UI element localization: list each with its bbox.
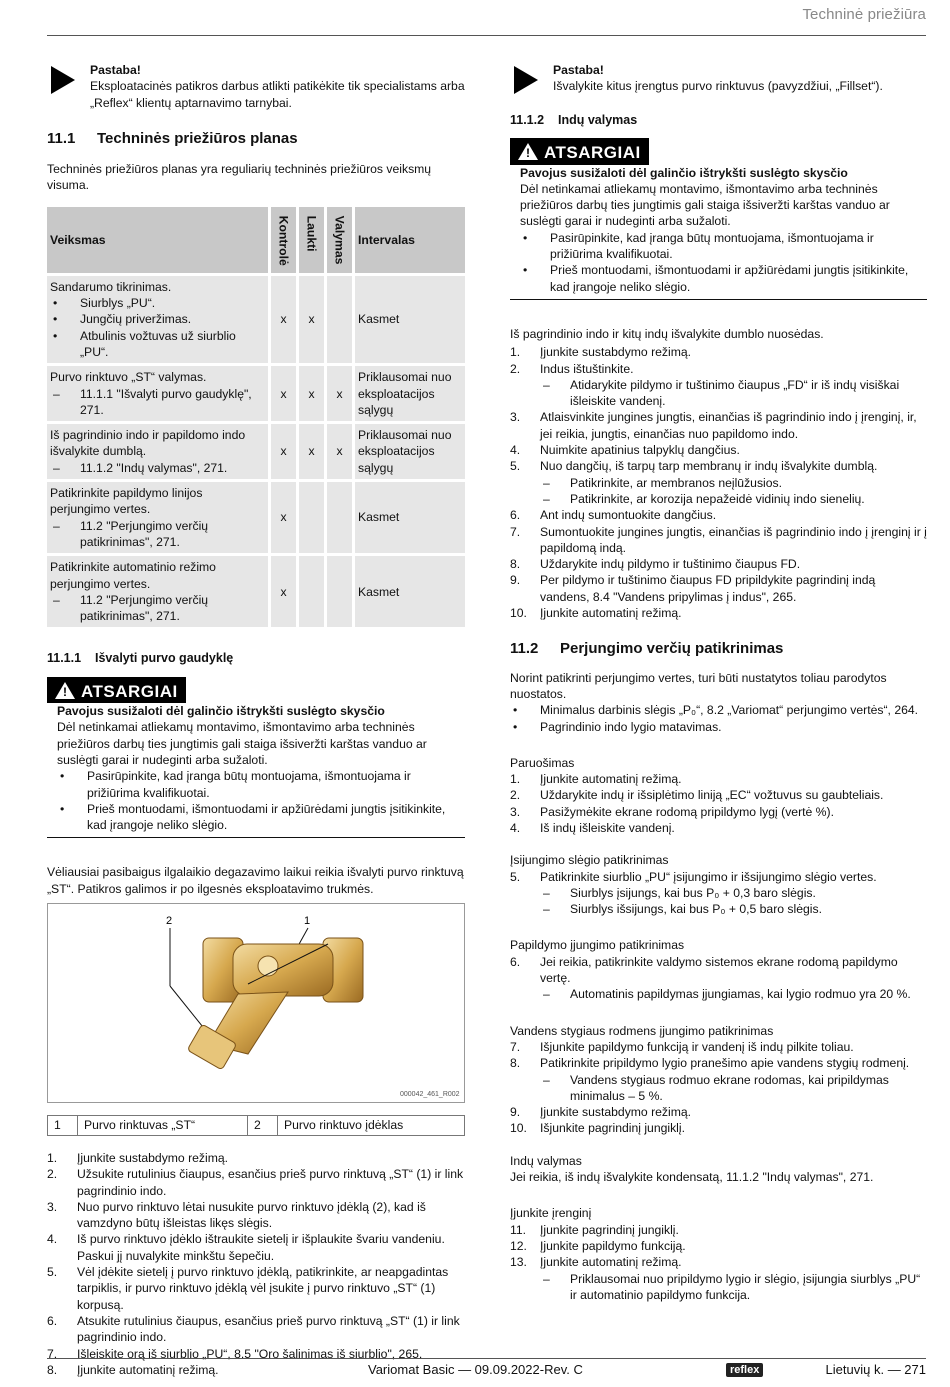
note-text: Išvalykite kitus įrengtus purvo rinktuvus (pavyzdžiui, „Fillset“). [553, 79, 883, 94]
list-item: 4. Iš indų išleiskite vandenį. [510, 820, 675, 835]
figure-code: 000042_461_R002 [400, 1090, 460, 1098]
footer-doc-id: Variomat Basic — 09.09.2022-Rev. C [368, 1362, 583, 1377]
list-item: 8. Įjunkite automatinį režimą. [47, 1362, 219, 1377]
list-item: 6. Jei reikia, patikrinkite valdymo sistemos ekrane rodomą papildymo vertę. – Automatinis papildymas įjungiamas, kai lygio rodmuo yra 20 %. [510, 954, 927, 1003]
list-item: 7. Išjunkite papildymo funkciją ir vandenį iš indų pilkite toliau. [510, 1039, 854, 1054]
level-steps [510, 1039, 927, 1137]
th-wait: Laukti [299, 207, 327, 273]
action-cell: Sandarumo tikrinimas. • Siurblys „PU“. • Jungčių priveržimas. • Atbulinis vožtuvas už siurblio „PU“. [47, 276, 271, 363]
warning-bullet: • Pasirūpinkite, kad įranga būtų montuojama, išmontuojama ir prižiūrima kvalifikuotai. [57, 768, 465, 801]
legend-num: 2 [248, 1115, 278, 1135]
sub-item: – Siurblys išsijungs, kai bus P₀ + 0,5 baro slėgis. [540, 901, 927, 917]
interval-cell: Priklausomai nuo eksploatacijos sąlygų [355, 366, 465, 421]
action-cell: Patikrinkite papildymo linijos perjungimo vertes. – 11.2 "Perjungimo verčių patikrinimas", 271. [47, 482, 271, 553]
list-item: 1. Įjunkite sustabdymo režimą. [510, 345, 692, 360]
list-item: 9. Įjunkite sustabdymo režimą. [510, 1105, 692, 1120]
list-item: 10. Įjunkite automatinį režimą. [510, 606, 682, 621]
check-cell: x [271, 276, 299, 363]
warning-icon [55, 682, 75, 699]
vessel-text: Jei reikia, iš indų išvalykite kondensatą, 11.1.2 "Indų valymas", 271. [510, 1170, 874, 1185]
sub-item: – Priklausomai nuo pripildymo lygio ir slėgio, įsijungia siurblys „PU“ ir automatinio papildymo funkcija. [540, 1271, 927, 1304]
check-cell: x [299, 276, 327, 363]
list-item: 2. Užsukite rutulinius čiaupus, esančius prieš purvo rinktuvą „ST“ (1) ir link pagrindinio indo. [47, 1167, 464, 1198]
legend-num: 1 [48, 1115, 78, 1135]
list-item: 12. Įjunkite papildymo funkciją. [510, 1238, 686, 1253]
check-cell: x [327, 366, 355, 421]
check-cell: x [327, 424, 355, 479]
warning-title: Pavojus susižaloti dėl galinčio ištrykšti suslėgto skysčio [57, 704, 385, 719]
interval-cell: Kasmet [355, 276, 465, 363]
warning-body [47, 703, 465, 838]
list-item: 6. Ant indų sumontuokite dangčius. [510, 508, 717, 523]
running-header: Techninė priežiūra [802, 6, 926, 23]
callout-1: 1 [304, 914, 311, 927]
maintenance-table [47, 204, 465, 631]
strainer-figure [47, 903, 465, 1103]
section-heading: 11.1 Techninės priežiūros planas [47, 129, 298, 147]
sub-item: – Siurblys įsijungs, kai bus P₀ + 0,3 baro slėgis. [540, 885, 927, 901]
list-item: 9. Per pildymo ir tuštinimo čiaupus FD pripildykite pagrindinį indą vandens, 8.4 "Vandens pripylimas į indus", 265. [510, 573, 876, 604]
clean-intro: Iš pagrindinio indo ir kitų indų išvalykite dumblo nuosėdas. [510, 326, 824, 341]
warning-badge: !ATSARGIAI [510, 138, 649, 164]
warning-icon [518, 143, 538, 160]
list-item: 7. Sumontuokite jungines jungtis, einančias iš pagrindinio indo į įrenginį ir į papildomą indą. [510, 524, 927, 555]
setting-bullet: • Minimalus darbinis slėgis „P₀“, 8.2 „Variomat“ perjungimo vertės“, 264. [510, 702, 927, 718]
warning-bullet: • Pasirūpinkite, kad įranga būtų montuojama, išmontuojama ir prižiūrima kvalifikuotai. [520, 230, 927, 263]
check-cell [299, 482, 327, 553]
list-item: 13. Įjunkite automatinį režimą. – Priklausomai nuo pripildymo lygio ir slėgio, įsijungia siurblys „PU“ ir automatinio papildymo funkcija. [510, 1254, 927, 1303]
interval-cell: Priklausomai nuo eksploatacijos sąlygų [355, 424, 465, 479]
action-cell: Purvo rinktuvo „ST“ valymas. – 11.1.1 "Išvalyti purvo gaudyklę", 271. [47, 366, 271, 421]
interval-cell: Kasmet [355, 556, 465, 627]
list-item: 5. Nuo dangčių, iš tarpų tarp membranų ir indų išvalykite dumblą. – Patikrinkite, ar membranos neįlūžusios. – Patikrinkite, ar korozija nepažeidė vidinių indo sienelių. [510, 458, 927, 507]
check-cell [327, 276, 355, 363]
list-item: 2. Indus ištuštinkite. – Atidarykite pildymo ir tuštinimo čiaupus „FD“ ir iš indų visiškai išleiskite vandenį. [510, 361, 927, 410]
list-item: 4. Nuimkite apatinius talpyklų dangčius. [510, 443, 740, 458]
start-steps [510, 1222, 927, 1303]
th-clean: Valymas [327, 207, 355, 273]
cleaning-para: Vėliausiai pasibaigus ilgalaikio degazavimo laikui reikia išvalyti purvo rinktuvą „ST“. Patikros galimos ir po ilgesnės eksploatavimo trukmės. [47, 865, 464, 896]
check-cell: x [271, 424, 299, 479]
table-row [47, 556, 465, 627]
note-box [47, 62, 465, 111]
right-column [510, 62, 927, 1303]
section-intro: Techninės priežiūros planas yra reguliarių techninės priežiūros veiksmų visuma. [47, 162, 432, 193]
check-cell [299, 556, 327, 627]
check-cell: x [271, 366, 299, 421]
list-item: 1. Įjunkite automatinį režimą. [510, 772, 682, 787]
subsection-heading: 11.1.2 Indų valymas [510, 113, 638, 127]
note-arrow-icon [51, 66, 75, 94]
list-item: 3. Nuo purvo rinktuvo lėtai nusukite purvo rinktuvo įdėklą (2), kad iš vamzdyno būtų išleistas likęs slėgis. [47, 1199, 426, 1231]
check-cell: x [271, 556, 299, 627]
th-control: Kontrolė [271, 207, 299, 273]
cleaning-steps [47, 1150, 465, 1378]
table-row [47, 276, 465, 363]
header-rule [47, 35, 926, 36]
subsection-heading: 11.1.1 Išvalyti purvo gaudyklę [47, 651, 234, 666]
check-cell [327, 482, 355, 553]
warning-body [510, 165, 927, 300]
list-item: 2. Uždarykite indų ir išsiplėtimo liniją „EC“ vožtuvus su gaubteliais. [510, 788, 884, 803]
makeup-steps [510, 954, 927, 1003]
table-row [47, 482, 465, 553]
list-item: 10. Išjunkite pagrindinį jungiklį. [510, 1121, 685, 1136]
start-title: Įjunkite įrenginį [510, 1206, 592, 1221]
vessel-cleaning-steps [510, 344, 927, 621]
list-item: 6. Atsukite rutulinius čiaupus, esančius prieš purvo rinktuvą „ST“ (1) ir link pagrindinio indo. [47, 1313, 460, 1345]
sub-item: – Patikrinkite, ar membranos neįlūžusios. [540, 475, 927, 491]
check-cell: x [299, 366, 327, 421]
pressure-title: Įsijungimo slėgio patikrinimas [510, 853, 669, 868]
list-item: 3. Pasižymėkite ekrane rodomą pripildymo lygį (vertė %). [510, 804, 834, 819]
check-cell: x [271, 482, 299, 553]
action-cell: Iš pagrindinio indo ir papildomo indo išvalykite dumblą. – 11.1.2 "Indų valymas", 271. [47, 424, 271, 479]
pressure-steps [510, 869, 927, 918]
sub-item: – Patikrinkite, ar korozija nepažeidė vidinių indo sienelių. [540, 491, 927, 507]
list-item: 1. Įjunkite sustabdymo režimą. [47, 1150, 229, 1165]
warning-title: Pavojus susižaloti dėl galinčio ištrykšti suslėgto skysčio [520, 165, 848, 180]
prep-title: Paruošimas [510, 755, 575, 770]
th-interval: Intervalas [355, 207, 465, 273]
footer-page-number: Lietuvių k. — 271 [825, 1362, 926, 1377]
legend-label: Purvo rinktuvas „ST“ [78, 1115, 248, 1135]
sub-item: – Automatinis papildymas įjungiamas, kai lygio rodmuo yra 20 %. [540, 986, 927, 1002]
th-action: Veiksmas [47, 207, 271, 273]
interval-cell: Kasmet [355, 482, 465, 553]
makeup-title: Papildymo įjungimo patikrinimas [510, 938, 685, 953]
check-cell [327, 556, 355, 627]
sub-item: – Atidarykite pildymo ir tuštinimo čiaupus „FD“ ir iš indų visiškai išleiskite vandenį. [540, 377, 927, 410]
list-item: 11. Įjunkite pagrindinį jungiklį. [510, 1222, 679, 1237]
note-arrow-icon [514, 66, 538, 94]
list-item: 8. Patikrinkite pripildymo lygio pranešimo apie vandens stygių rodmenį. – Vandens stygiaus rodmuo ekrane rodomas, kai pripildymas minimalus – 5 %. [510, 1055, 927, 1104]
section-heading: 11.2 Perjungimo verčių patikrinimas [510, 640, 784, 658]
check-cell: x [299, 424, 327, 479]
warning-text: Dėl netinkamai atliekamų montavimo, išmontavimo arba techninės priežiūros darbų ties jungtimis gali staiga išsiveržti karštas vanduo ar suslėgti garai ir nudeginti arba sužaloti. [520, 181, 890, 229]
warning-badge: !ATSARGIAI [47, 677, 186, 703]
strainer-illustration [48, 904, 464, 1102]
vessel-title: Indų valymas [510, 1153, 582, 1168]
list-item: 5. Patikrinkite siurblio „PU“ įsijungimo ir išsijungimo slėgio vertes. – Siurblys įsijungs, kai bus P₀ + 0,3 baro slėgis. – Siurblys išsijungs, kai bus P₀ + 0,5 baro slėgis. [510, 869, 927, 918]
action-cell: Patikrinkite automatinio režimo perjungimo vertes. – 11.2 "Perjungimo verčių patikrinimas", 271. [47, 556, 271, 627]
note-title: Pastaba! [90, 63, 141, 77]
left-column [47, 62, 465, 1378]
level-title: Vandens stygiaus rodmens įjungimo patikrinimas [510, 1023, 774, 1038]
figure-legend [47, 1115, 465, 1136]
setting-bullet: • Pagrindinio indo lygio matavimas. [510, 719, 927, 735]
section2-intro: Norint patikrinti perjungimo vertes, turi būti nustatytos toliau parodytos nuostatos. [510, 670, 887, 701]
warning-bullet: • Prieš montuodami, išmontuodami ir apžiūrėdami jungtis įsitikinkite, kad įrangoje neliko slėgio. [520, 262, 927, 295]
list-item: 8. Uždarykite indų pildymo ir tuštinimo čiaupus FD. [510, 557, 801, 572]
list-item: 3. Atlaisvinkite jungines jungtis, einančias iš pagrindinio indo į įrenginį, ir, jei reikia, jungtis, einančias nuo papildomo indo. [510, 410, 917, 441]
note-title: Pastaba! [553, 63, 604, 77]
warning-bullet: • Prieš montuodami, išmontuodami ir apžiūrėdami jungtis įsitikinkite, kad įrangoje neliko slėgio. [57, 801, 465, 834]
callout-2: 2 [166, 914, 173, 927]
list-item: 5. Vėl įdėkite sietelį į purvo rinktuvo įdėklą, patikrinkite, ar neapgadintas tarpiklis, ir purvo rinktuvo įdėklą vėl įsukite į purvo rinktuvo „ST“ (1) korpusą. [47, 1265, 449, 1312]
list-item: 4. Iš purvo rinktuvo įdėklo ištraukite sietelį ir išplaukite švariu vandeniu. Paskui jį nuvalykite minkštu šepečiu. [47, 1232, 445, 1263]
warning-text: Dėl netinkamai atliekamų montavimo, išmontavimo arba techninės priežiūros darbų ties jungtimis gali staiga išsiveržti karštas vanduo ar suslėgti garai ir nudeginti arba sužaloti. [57, 720, 427, 767]
sub-item: – Vandens stygiaus rodmuo ekrane rodomas, kai pripildymas minimalus – 5 %. [540, 1072, 927, 1105]
table-row [47, 366, 465, 421]
table-row [47, 424, 465, 479]
reflex-logo: reflex [726, 1363, 763, 1377]
note-box [510, 62, 927, 96]
prep-steps [510, 771, 927, 836]
note-text: Eksploatacinės patikros darbus atlikti patikėkite tik specialistams arba „Reflex“ klientų aptarnavimo tarnybai. [90, 79, 465, 110]
list-item: 7. Išleiskite orą iš siurblio „PU“, 8.5 "Oro šalinimas iš siurblio", 265. [47, 1346, 423, 1361]
legend-label: Purvo rinktuvo įdėklas [278, 1115, 465, 1135]
footer-rule [47, 1358, 926, 1359]
